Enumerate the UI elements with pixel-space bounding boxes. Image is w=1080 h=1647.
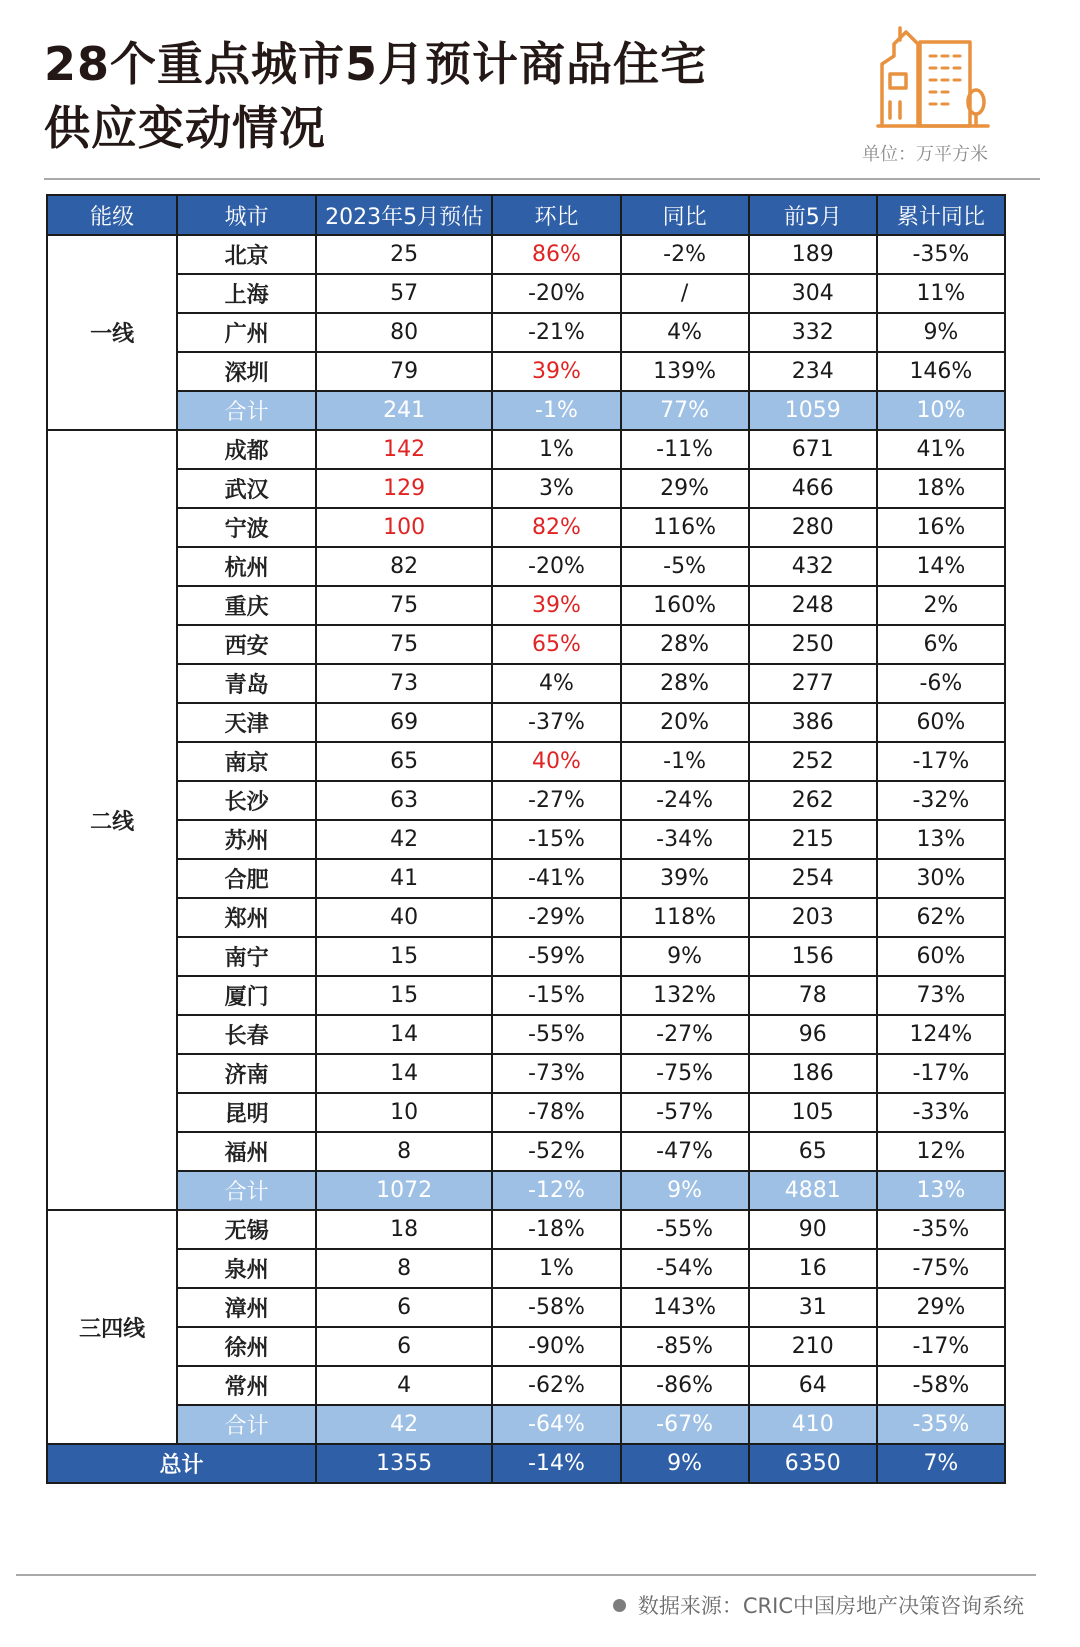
col-header-tier: 能级 bbox=[47, 195, 177, 235]
subtotal-label: 合计 bbox=[177, 1405, 316, 1444]
table-row bbox=[47, 703, 1005, 742]
table-row bbox=[47, 1288, 1005, 1327]
estimate-cell: 18 bbox=[316, 1210, 492, 1249]
table-row bbox=[47, 781, 1005, 820]
ytd-yoy-cell: 13% bbox=[877, 820, 1005, 859]
ytd-yoy-cell: 30% bbox=[877, 859, 1005, 898]
city-cell: 南京 bbox=[177, 742, 316, 781]
yoy-cell: 9% bbox=[621, 937, 749, 976]
total-yoy-cell: 9% bbox=[621, 1444, 749, 1483]
ytd-cell: 78 bbox=[749, 976, 877, 1015]
yoy-cell: -47% bbox=[621, 1132, 749, 1171]
yoy-cell: 116% bbox=[621, 508, 749, 547]
col-header-yoy: 同比 bbox=[621, 195, 749, 235]
unit-label: 单位：万平方米 bbox=[862, 144, 988, 165]
table-row bbox=[47, 742, 1005, 781]
subtotal-row bbox=[47, 1405, 1005, 1444]
estimate-cell: 63 bbox=[316, 781, 492, 820]
subtotal-label: 合计 bbox=[177, 1171, 316, 1210]
ytd-cell: 234 bbox=[749, 352, 877, 391]
col-header-estimate: 2023年5月预估 bbox=[316, 195, 492, 235]
total-mom-cell: -14% bbox=[492, 1444, 620, 1483]
table-row bbox=[47, 1210, 1005, 1249]
estimate-cell: 6 bbox=[316, 1327, 492, 1366]
city-cell: 长沙 bbox=[177, 781, 316, 820]
estimate-cell: 82 bbox=[316, 547, 492, 586]
mom-cell: -15% bbox=[492, 976, 620, 1015]
ytd-cell: 90 bbox=[749, 1210, 877, 1249]
estimate-cell: 15 bbox=[316, 976, 492, 1015]
yoy-cell: 39% bbox=[621, 859, 749, 898]
table-row bbox=[47, 664, 1005, 703]
mom-cell: 39% bbox=[492, 586, 620, 625]
ytd-cell: 248 bbox=[749, 586, 877, 625]
col-header-ytd-yoy: 累计同比 bbox=[877, 195, 1005, 235]
estimate-cell: 142 bbox=[316, 430, 492, 469]
ytd-yoy-cell: -32% bbox=[877, 781, 1005, 820]
city-cell: 昆明 bbox=[177, 1093, 316, 1132]
table-row bbox=[47, 1366, 1005, 1405]
subtotal-ytd-cell: 4881 bbox=[749, 1171, 877, 1210]
ytd-cell: 304 bbox=[749, 274, 877, 313]
city-cell: 西安 bbox=[177, 625, 316, 664]
city-cell: 深圳 bbox=[177, 352, 316, 391]
ytd-cell: 210 bbox=[749, 1327, 877, 1366]
yoy-cell: 160% bbox=[621, 586, 749, 625]
subtotal-yoy-cell: -67% bbox=[621, 1405, 749, 1444]
ytd-yoy-cell: -17% bbox=[877, 742, 1005, 781]
city-cell: 郑州 bbox=[177, 898, 316, 937]
mom-cell: -59% bbox=[492, 937, 620, 976]
mom-cell: -55% bbox=[492, 1015, 620, 1054]
ytd-cell: 252 bbox=[749, 742, 877, 781]
yoy-cell: -5% bbox=[621, 547, 749, 586]
yoy-cell: 4% bbox=[621, 313, 749, 352]
estimate-cell: 73 bbox=[316, 664, 492, 703]
subtotal-ytd-cell: 1059 bbox=[749, 391, 877, 430]
estimate-cell: 65 bbox=[316, 742, 492, 781]
ytd-cell: 332 bbox=[749, 313, 877, 352]
yoy-cell: -34% bbox=[621, 820, 749, 859]
estimate-cell: 8 bbox=[316, 1249, 492, 1288]
mom-cell: -41% bbox=[492, 859, 620, 898]
city-cell: 合肥 bbox=[177, 859, 316, 898]
subtotal-mom-cell: -1% bbox=[492, 391, 620, 430]
col-header-mom: 环比 bbox=[492, 195, 620, 235]
subtotal-estimate-cell: 42 bbox=[316, 1405, 492, 1444]
yoy-cell: -86% bbox=[621, 1366, 749, 1405]
table-row bbox=[47, 820, 1005, 859]
estimate-cell: 75 bbox=[316, 625, 492, 664]
city-cell: 无锡 bbox=[177, 1210, 316, 1249]
ytd-yoy-cell: -75% bbox=[877, 1249, 1005, 1288]
mom-cell: -20% bbox=[492, 547, 620, 586]
ytd-yoy-cell: 60% bbox=[877, 937, 1005, 976]
table-row bbox=[47, 859, 1005, 898]
table-row bbox=[47, 1327, 1005, 1366]
estimate-cell: 40 bbox=[316, 898, 492, 937]
top-divider bbox=[44, 178, 1040, 180]
estimate-cell: 10 bbox=[316, 1093, 492, 1132]
mom-cell: 86% bbox=[492, 235, 620, 274]
table-row bbox=[47, 976, 1005, 1015]
ytd-cell: 432 bbox=[749, 547, 877, 586]
city-cell: 济南 bbox=[177, 1054, 316, 1093]
yoy-cell: -27% bbox=[621, 1015, 749, 1054]
ytd-yoy-cell: 2% bbox=[877, 586, 1005, 625]
yoy-cell: 29% bbox=[621, 469, 749, 508]
mom-cell: 1% bbox=[492, 430, 620, 469]
ytd-yoy-cell: 9% bbox=[877, 313, 1005, 352]
mom-cell: -90% bbox=[492, 1327, 620, 1366]
city-cell: 青岛 bbox=[177, 664, 316, 703]
yoy-cell: -54% bbox=[621, 1249, 749, 1288]
ytd-yoy-cell: 11% bbox=[877, 274, 1005, 313]
ytd-yoy-cell: 14% bbox=[877, 547, 1005, 586]
table-row bbox=[47, 508, 1005, 547]
ytd-yoy-cell: 62% bbox=[877, 898, 1005, 937]
total-ytd-cell: 6350 bbox=[749, 1444, 877, 1483]
subtotal-ytd-cell: 410 bbox=[749, 1405, 877, 1444]
city-cell: 常州 bbox=[177, 1366, 316, 1405]
total-row bbox=[47, 1444, 1005, 1483]
title-line-1: 28个重点城市5月预计商品住宅 bbox=[44, 37, 708, 91]
ytd-cell: 215 bbox=[749, 820, 877, 859]
mom-cell: 3% bbox=[492, 469, 620, 508]
estimate-cell: 25 bbox=[316, 235, 492, 274]
ytd-yoy-cell: -35% bbox=[877, 1210, 1005, 1249]
yoy-cell: -11% bbox=[621, 430, 749, 469]
table-row bbox=[47, 1015, 1005, 1054]
yoy-cell: 28% bbox=[621, 664, 749, 703]
estimate-cell: 42 bbox=[316, 820, 492, 859]
mom-cell: -27% bbox=[492, 781, 620, 820]
table-row bbox=[47, 1249, 1005, 1288]
ytd-cell: 250 bbox=[749, 625, 877, 664]
ytd-cell: 189 bbox=[749, 235, 877, 274]
ytd-cell: 156 bbox=[749, 937, 877, 976]
ytd-cell: 466 bbox=[749, 469, 877, 508]
mom-cell: 82% bbox=[492, 508, 620, 547]
city-cell: 徐州 bbox=[177, 1327, 316, 1366]
table-row bbox=[47, 586, 1005, 625]
page-title bbox=[44, 32, 707, 160]
bullet-dot-icon bbox=[613, 1599, 626, 1612]
mom-cell: 1% bbox=[492, 1249, 620, 1288]
yoy-cell: -2% bbox=[621, 235, 749, 274]
mom-cell: 65% bbox=[492, 625, 620, 664]
subtotal-ytd-yoy-cell: 13% bbox=[877, 1171, 1005, 1210]
total-label: 总计 bbox=[47, 1444, 316, 1483]
ytd-cell: 186 bbox=[749, 1054, 877, 1093]
table-row bbox=[47, 1093, 1005, 1132]
ytd-cell: 386 bbox=[749, 703, 877, 742]
col-header-city: 城市 bbox=[177, 195, 316, 235]
mom-cell: -21% bbox=[492, 313, 620, 352]
yoy-cell: 139% bbox=[621, 352, 749, 391]
mom-cell: -52% bbox=[492, 1132, 620, 1171]
estimate-cell: 75 bbox=[316, 586, 492, 625]
estimate-cell: 15 bbox=[316, 937, 492, 976]
table-row bbox=[47, 1132, 1005, 1171]
tier-cell: 一线 bbox=[47, 235, 177, 430]
mom-cell: -78% bbox=[492, 1093, 620, 1132]
total-estimate-cell: 1355 bbox=[316, 1444, 492, 1483]
ytd-cell: 277 bbox=[749, 664, 877, 703]
city-cell: 杭州 bbox=[177, 547, 316, 586]
ytd-cell: 65 bbox=[749, 1132, 877, 1171]
ytd-yoy-cell: -58% bbox=[877, 1366, 1005, 1405]
yoy-cell: -55% bbox=[621, 1210, 749, 1249]
mom-cell: -37% bbox=[492, 703, 620, 742]
mom-cell: -58% bbox=[492, 1288, 620, 1327]
yoy-cell: 132% bbox=[621, 976, 749, 1015]
ytd-yoy-cell: 12% bbox=[877, 1132, 1005, 1171]
estimate-cell: 41 bbox=[316, 859, 492, 898]
ytd-yoy-cell: 16% bbox=[877, 508, 1005, 547]
yoy-cell: 143% bbox=[621, 1288, 749, 1327]
yoy-cell: / bbox=[621, 274, 749, 313]
subtotal-yoy-cell: 77% bbox=[621, 391, 749, 430]
estimate-cell: 14 bbox=[316, 1054, 492, 1093]
subtotal-yoy-cell: 9% bbox=[621, 1171, 749, 1210]
yoy-cell: -1% bbox=[621, 742, 749, 781]
ytd-cell: 64 bbox=[749, 1366, 877, 1405]
city-cell: 泉州 bbox=[177, 1249, 316, 1288]
total-ytd-yoy-cell: 7% bbox=[877, 1444, 1005, 1483]
mom-cell: -73% bbox=[492, 1054, 620, 1093]
ytd-yoy-cell: -17% bbox=[877, 1327, 1005, 1366]
tier-cell: 三四线 bbox=[47, 1210, 177, 1444]
mom-cell: 40% bbox=[492, 742, 620, 781]
yoy-cell: 20% bbox=[621, 703, 749, 742]
table-header-row bbox=[47, 195, 1005, 235]
ytd-cell: 203 bbox=[749, 898, 877, 937]
subtotal-estimate-cell: 1072 bbox=[316, 1171, 492, 1210]
estimate-cell: 6 bbox=[316, 1288, 492, 1327]
city-cell: 福州 bbox=[177, 1132, 316, 1171]
subtotal-mom-cell: -64% bbox=[492, 1405, 620, 1444]
ytd-yoy-cell: 29% bbox=[877, 1288, 1005, 1327]
city-cell: 南宁 bbox=[177, 937, 316, 976]
ytd-yoy-cell: -17% bbox=[877, 1054, 1005, 1093]
estimate-cell: 80 bbox=[316, 313, 492, 352]
mom-cell: 39% bbox=[492, 352, 620, 391]
table-row bbox=[47, 352, 1005, 391]
buildings-icon bbox=[876, 22, 990, 130]
city-cell: 天津 bbox=[177, 703, 316, 742]
city-cell: 成都 bbox=[177, 430, 316, 469]
ytd-cell: 280 bbox=[749, 508, 877, 547]
ytd-cell: 254 bbox=[749, 859, 877, 898]
city-cell: 苏州 bbox=[177, 820, 316, 859]
ytd-cell: 96 bbox=[749, 1015, 877, 1054]
city-cell: 武汉 bbox=[177, 469, 316, 508]
table-row bbox=[47, 625, 1005, 664]
estimate-cell: 57 bbox=[316, 274, 492, 313]
table-row bbox=[47, 313, 1005, 352]
city-cell: 漳州 bbox=[177, 1288, 316, 1327]
yoy-cell: 118% bbox=[621, 898, 749, 937]
subtotal-estimate-cell: 241 bbox=[316, 391, 492, 430]
yoy-cell: 28% bbox=[621, 625, 749, 664]
ytd-cell: 31 bbox=[749, 1288, 877, 1327]
table-row bbox=[47, 898, 1005, 937]
ytd-yoy-cell: 146% bbox=[877, 352, 1005, 391]
ytd-yoy-cell: 124% bbox=[877, 1015, 1005, 1054]
ytd-yoy-cell: 6% bbox=[877, 625, 1005, 664]
subtotal-row bbox=[47, 391, 1005, 430]
mom-cell: -20% bbox=[492, 274, 620, 313]
subtotal-label: 合计 bbox=[177, 391, 316, 430]
subtotal-row bbox=[47, 1171, 1005, 1210]
table-row bbox=[47, 937, 1005, 976]
table-row bbox=[47, 235, 1005, 274]
ytd-yoy-cell: 18% bbox=[877, 469, 1005, 508]
ytd-cell: 262 bbox=[749, 781, 877, 820]
supply-table bbox=[46, 194, 1006, 1484]
ytd-yoy-cell: 60% bbox=[877, 703, 1005, 742]
subtotal-ytd-yoy-cell: -35% bbox=[877, 1405, 1005, 1444]
estimate-cell: 100 bbox=[316, 508, 492, 547]
city-cell: 广州 bbox=[177, 313, 316, 352]
yoy-cell: -24% bbox=[621, 781, 749, 820]
ytd-cell: 105 bbox=[749, 1093, 877, 1132]
estimate-cell: 14 bbox=[316, 1015, 492, 1054]
yoy-cell: -75% bbox=[621, 1054, 749, 1093]
city-cell: 北京 bbox=[177, 235, 316, 274]
estimate-cell: 79 bbox=[316, 352, 492, 391]
source-text: 数据来源：CRIC中国房地产决策咨询系统 bbox=[637, 1594, 1024, 1618]
yoy-cell: -57% bbox=[621, 1093, 749, 1132]
city-cell: 宁波 bbox=[177, 508, 316, 547]
table-row bbox=[47, 430, 1005, 469]
ytd-cell: 16 bbox=[749, 1249, 877, 1288]
ytd-yoy-cell: -35% bbox=[877, 235, 1005, 274]
mom-cell: -18% bbox=[492, 1210, 620, 1249]
yoy-cell: -85% bbox=[621, 1327, 749, 1366]
bottom-divider bbox=[16, 1574, 1036, 1576]
ytd-yoy-cell: 73% bbox=[877, 976, 1005, 1015]
table-row bbox=[47, 1054, 1005, 1093]
subtotal-mom-cell: -12% bbox=[492, 1171, 620, 1210]
city-cell: 长春 bbox=[177, 1015, 316, 1054]
mom-cell: -62% bbox=[492, 1366, 620, 1405]
tier-cell: 二线 bbox=[47, 430, 177, 1210]
table-row bbox=[47, 547, 1005, 586]
ytd-yoy-cell: -33% bbox=[877, 1093, 1005, 1132]
source-note bbox=[613, 1590, 1024, 1620]
col-header-ytd: 前5月 bbox=[749, 195, 877, 235]
ytd-cell: 671 bbox=[749, 430, 877, 469]
estimate-cell: 129 bbox=[316, 469, 492, 508]
mom-cell: -29% bbox=[492, 898, 620, 937]
subtotal-ytd-yoy-cell: 10% bbox=[877, 391, 1005, 430]
estimate-cell: 69 bbox=[316, 703, 492, 742]
mom-cell: 4% bbox=[492, 664, 620, 703]
city-cell: 重庆 bbox=[177, 586, 316, 625]
city-cell: 上海 bbox=[177, 274, 316, 313]
ytd-yoy-cell: -6% bbox=[877, 664, 1005, 703]
mom-cell: -15% bbox=[492, 820, 620, 859]
estimate-cell: 4 bbox=[316, 1366, 492, 1405]
estimate-cell: 8 bbox=[316, 1132, 492, 1171]
table-row bbox=[47, 469, 1005, 508]
title-line-2: 供应变动情况 bbox=[44, 101, 326, 155]
table-row bbox=[47, 274, 1005, 313]
city-cell: 厦门 bbox=[177, 976, 316, 1015]
ytd-yoy-cell: 41% bbox=[877, 430, 1005, 469]
